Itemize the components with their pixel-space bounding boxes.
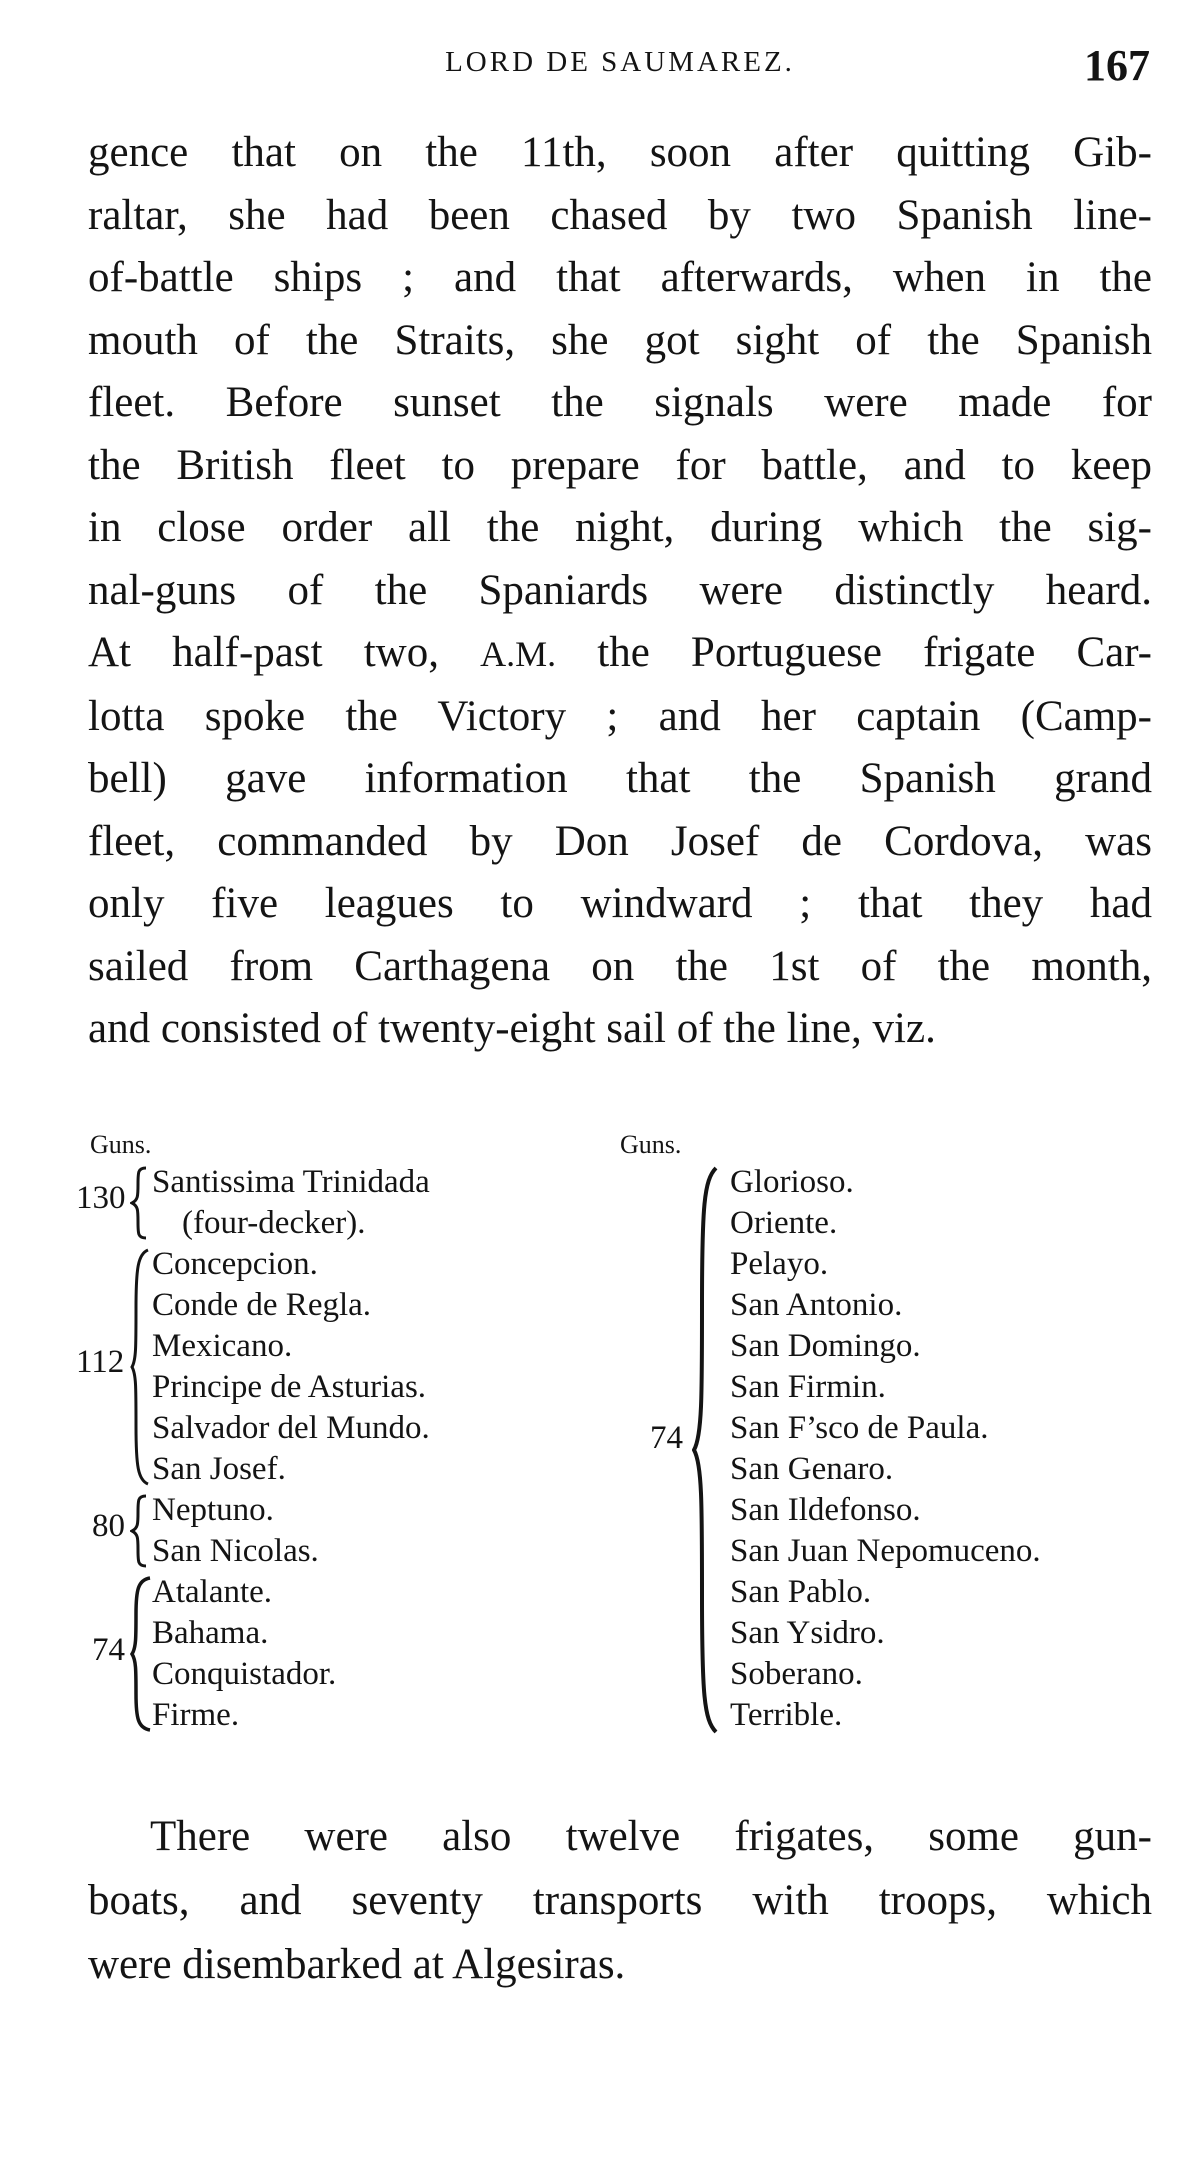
text-line: of-battle ships ; and that afterwards, when in the (88, 254, 1152, 301)
text-line: only five leagues to windward ; that they had (88, 880, 1152, 927)
ship-list (730, 1162, 1041, 1736)
ship-list (152, 1244, 430, 1490)
guns-count: 74 (650, 1420, 683, 1456)
text-line: raltar, she had been chased by two Spanish line- (88, 191, 1152, 239)
guns-group-80 (90, 1490, 610, 1572)
ship-list (152, 1572, 336, 1736)
guns-count: 80 (92, 1508, 125, 1544)
curly-brace-icon (692, 1166, 720, 1734)
guns-group-74 (620, 1162, 1160, 1738)
ship-list (152, 1490, 319, 1572)
guns-group-130 (76, 1162, 610, 1244)
curly-brace-icon (130, 1166, 150, 1240)
text-line: and consisted of twenty-eight sail of the line, viz. (88, 1005, 936, 1052)
guns-group-74 (90, 1572, 610, 1736)
ship-name: Principe de Asturias. (152, 1369, 427, 1405)
fleet-list-right (620, 1130, 1160, 1780)
ship-name: Oriente. (730, 1205, 838, 1241)
ship-name: San Ildefonso. (730, 1492, 921, 1528)
ship-name: Soberano. (730, 1656, 863, 1692)
ship-name: Pelayo. (730, 1246, 829, 1282)
ship-name: San Juan Nepomuceno. (730, 1533, 1041, 1569)
ship-name: (four-decker). (182, 1205, 366, 1241)
ship-name: San Genaro. (730, 1451, 894, 1487)
ship-name: San Ysidro. (730, 1615, 885, 1651)
ship-name: Firme. (152, 1697, 240, 1733)
running-head (90, 40, 1150, 100)
closing-paragraph (88, 1805, 1152, 1997)
ship-name: San Pablo. (730, 1574, 872, 1610)
text-line: At half-past two, A.M. the Portuguese frigate Car- (88, 629, 1153, 676)
text-line: fleet. Before sunset the signals were made for (88, 379, 1152, 426)
text-line: fleet, commanded by Don Josef de Cordova, was (88, 817, 1152, 865)
fleet-list-left (76, 1130, 610, 1780)
text-line: boats, and seventy transports with troops, which (88, 1877, 1152, 1924)
text-line: nal-guns of the Spaniards were distinctly heard. (88, 566, 1152, 614)
curly-brace-icon (130, 1576, 152, 1732)
ship-name: Terrible. (730, 1697, 843, 1733)
ship-name: San Antonio. (730, 1287, 903, 1323)
guns-header: Guns. (620, 1130, 682, 1159)
text-line: the British fleet to prepare for battle, and to keep (88, 441, 1152, 489)
guns-header: Guns. (90, 1130, 152, 1159)
text-line: bell) gave information that the Spanish grand (88, 755, 1152, 802)
ship-name: Neptuno. (152, 1492, 274, 1528)
text-line: gence that on the 11th, soon after quitting Gib- (88, 129, 1152, 176)
ship-name: Santissima Trinidada (152, 1164, 430, 1200)
ship-name: Salvador del Mundo. (152, 1410, 430, 1446)
text-line: were disembarked at Algesiras. (88, 1941, 626, 1988)
ship-name: San Josef. (152, 1451, 286, 1487)
ship-name: Bahama. (152, 1615, 269, 1651)
guns-count: 112 (76, 1344, 125, 1380)
text-line: lotta spoke the Victory ; and her captain (Camp- (88, 692, 1152, 740)
ship-list (152, 1162, 430, 1244)
ship-name: San Firmin. (730, 1369, 886, 1405)
curly-brace-icon (130, 1248, 150, 1486)
text-line: sailed from Carthagena on the 1st of the month, (88, 942, 1152, 990)
text-line: mouth of the Straits, she got sight of the Spanish (88, 316, 1152, 364)
ship-name: Glorioso. (730, 1164, 854, 1200)
ship-name: San F’sco de Paula. (730, 1410, 989, 1446)
guns-group-112 (76, 1244, 610, 1490)
ship-name: Concepcion. (152, 1246, 318, 1282)
guns-count: 130 (76, 1180, 126, 1216)
ship-name: San Nicolas. (152, 1533, 319, 1569)
curly-brace-icon (130, 1494, 150, 1568)
running-title: LORD DE SAUMAREZ. (445, 46, 795, 78)
text-line: in close order all the night, during which the sig- (88, 504, 1152, 551)
guns-count: 74 (92, 1632, 125, 1668)
text-line: There were also twelve frigates, some gun- (150, 1813, 1152, 1860)
ship-name: San Domingo. (730, 1328, 921, 1364)
main-paragraph (88, 122, 1152, 1061)
ship-name: Mexicano. (152, 1328, 293, 1364)
ship-name: Atalante. (152, 1574, 273, 1610)
ship-name: Conde de Regla. (152, 1287, 372, 1323)
page-number: 167 (1084, 41, 1150, 90)
ship-name: Conquistador. (152, 1656, 337, 1692)
